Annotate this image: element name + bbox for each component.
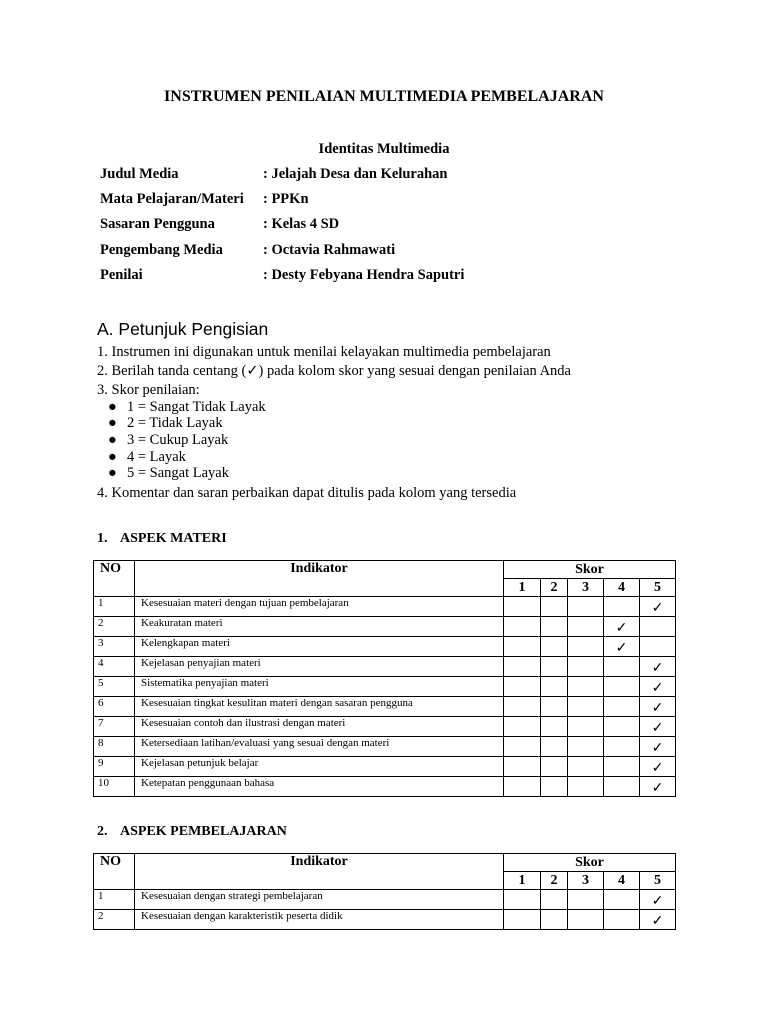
score-cell-1[interactable]	[504, 717, 541, 737]
row-indicator: Kesesuaian materi dengan tujuan pembelajaran	[135, 597, 504, 617]
check-mark-icon: ✓	[651, 914, 664, 929]
table-row	[94, 677, 676, 697]
aspect-number: 2.	[97, 824, 108, 839]
bullet-icon: ●	[108, 415, 117, 431]
row-number: 7	[94, 717, 135, 737]
score-cell-5[interactable]	[640, 910, 676, 930]
score-cell-5[interactable]	[640, 597, 676, 617]
aspect-label: ASPEK PEMBELAJARAN	[120, 824, 287, 839]
row-indicator: Kelengkapan materi	[135, 637, 504, 657]
row-indicator: Kejelasan penyajian materi	[135, 657, 504, 677]
score-cell-3[interactable]	[568, 617, 604, 637]
score-cell-1[interactable]	[504, 697, 541, 717]
table-row	[94, 717, 676, 737]
score-cell-2[interactable]	[541, 677, 568, 697]
check-mark-icon: ✓	[651, 681, 664, 696]
score-cell-1[interactable]	[504, 657, 541, 677]
check-mark-icon: ✓	[651, 761, 664, 776]
row-number: 4	[94, 657, 135, 677]
identity-label: Penilai	[100, 267, 143, 283]
score-cell-4[interactable]	[604, 737, 640, 757]
check-mark-icon: ✓	[651, 894, 664, 909]
table-row	[94, 597, 676, 617]
row-indicator: Kesesuaian contoh dan ilustrasi dengan materi	[135, 717, 504, 737]
table-row	[94, 910, 676, 930]
instruction-item: 3. Skor penilaian:	[97, 382, 200, 398]
score-cell-1[interactable]	[504, 637, 541, 657]
score-cell-2[interactable]	[541, 657, 568, 677]
check-mark-icon: ✓	[651, 741, 664, 756]
score-cell-5[interactable]	[640, 737, 676, 757]
header-score-5: 5	[640, 872, 676, 890]
row-number: 1	[94, 597, 135, 617]
score-cell-5[interactable]	[640, 717, 676, 737]
scale-item	[108, 415, 223, 432]
row-number: 3	[94, 637, 135, 657]
table-row	[94, 777, 676, 797]
score-cell-5[interactable]	[640, 637, 676, 657]
score-cell-1[interactable]	[504, 597, 541, 617]
score-cell-5[interactable]	[640, 617, 676, 637]
header-score: Skor	[504, 854, 676, 872]
score-cell-2[interactable]	[541, 617, 568, 637]
instructions-heading: A. Petunjuk Pengisian	[97, 319, 269, 339]
instruction-item: 1. Instrumen ini digunakan untuk menilai kelayakan multimedia pembelajaran	[97, 344, 551, 360]
instruction-item: 2. Berilah tanda centang (✓) pada kolom skor yang sesuai dengan penilaian Anda	[97, 363, 571, 379]
score-cell-2[interactable]	[541, 737, 568, 757]
rubric-body	[94, 890, 676, 930]
row-indicator: Kesesuaian dengan karakteristik peserta didik	[135, 910, 504, 930]
table-row	[94, 657, 676, 677]
row-indicator: Ketepatan penggunaan bahasa	[135, 777, 504, 797]
score-cell-1[interactable]	[504, 910, 541, 930]
score-cell-3[interactable]	[568, 777, 604, 797]
header-score-3: 3	[568, 579, 604, 597]
header-indicator: Indikator	[135, 854, 504, 890]
aspect-title-pembelajaran	[97, 824, 287, 840]
scale-item	[108, 465, 229, 482]
score-cell-3[interactable]	[568, 597, 604, 617]
row-number: 5	[94, 677, 135, 697]
instruction-item: 4. Komentar dan saran perbaikan dapat ditulis pada kolom yang tersedia	[97, 485, 517, 501]
score-cell-2[interactable]	[541, 910, 568, 930]
score-cell-3[interactable]	[568, 910, 604, 930]
check-mark-icon: ✓	[651, 781, 664, 796]
score-cell-3[interactable]	[568, 657, 604, 677]
header-score-1: 1	[504, 579, 541, 597]
header-score-1: 1	[504, 872, 541, 890]
check-mark-icon: ✓	[651, 721, 664, 736]
header-score-4: 4	[604, 579, 640, 597]
row-number: 9	[94, 757, 135, 777]
rubric-body	[94, 597, 676, 797]
row-number: 1	[94, 890, 135, 910]
identity-value: : Desty Febyana Hendra Saputri	[263, 267, 465, 283]
score-cell-5[interactable]	[640, 757, 676, 777]
score-cell-5[interactable]	[640, 677, 676, 697]
identity-value: : PPKn	[263, 191, 309, 207]
score-cell-3[interactable]	[568, 677, 604, 697]
header-indicator: Indikator	[135, 561, 504, 597]
aspect-number: 1.	[97, 531, 108, 546]
score-cell-2[interactable]	[541, 757, 568, 777]
header-no: NO	[94, 561, 135, 597]
score-cell-5[interactable]	[640, 890, 676, 910]
row-indicator: Kejelasan petunjuk belajar	[135, 757, 504, 777]
header-score-2: 2	[541, 579, 568, 597]
score-cell-5[interactable]	[640, 657, 676, 677]
table-row	[94, 617, 676, 637]
header-no: NO	[94, 854, 135, 890]
score-cell-3[interactable]	[568, 890, 604, 910]
score-cell-3[interactable]	[568, 637, 604, 657]
score-cell-5[interactable]	[640, 697, 676, 717]
identity-value: : Kelas 4 SD	[263, 216, 340, 232]
scale-text: 3 = Cukup Layak	[127, 432, 229, 448]
header-score: Skor	[504, 561, 676, 579]
score-cell-3[interactable]	[568, 737, 604, 757]
identity-label: Sasaran Pengguna	[100, 216, 215, 232]
identity-label: Judul Media	[100, 166, 179, 182]
header-score-3: 3	[568, 872, 604, 890]
row-number: 2	[94, 910, 135, 930]
rubric-table-pembelajaran	[93, 853, 676, 930]
table-row	[94, 637, 676, 657]
score-cell-4[interactable]	[604, 637, 640, 657]
score-cell-4[interactable]	[604, 617, 640, 637]
check-mark-icon: ✓	[615, 641, 628, 656]
header-score-2: 2	[541, 872, 568, 890]
score-cell-1[interactable]	[504, 617, 541, 637]
header-score-5: 5	[640, 579, 676, 597]
score-cell-1[interactable]	[504, 757, 541, 777]
bullet-icon: ●	[108, 399, 117, 415]
score-cell-1[interactable]	[504, 677, 541, 697]
score-cell-2[interactable]	[541, 637, 568, 657]
row-indicator: Sistematika penyajian materi	[135, 677, 504, 697]
score-cell-3[interactable]	[568, 757, 604, 777]
row-indicator: Kesesuaian tingkat kesulitan materi dengan sasaran pengguna	[135, 697, 504, 717]
scale-item	[108, 432, 228, 449]
score-cell-4[interactable]	[604, 890, 640, 910]
header-score-4: 4	[604, 872, 640, 890]
scale-text: 2 = Tidak Layak	[127, 415, 223, 431]
table-row	[94, 757, 676, 777]
scale-text: 5 = Sangat Layak	[127, 465, 229, 481]
score-cell-2[interactable]	[541, 777, 568, 797]
identity-value: : Octavia Rahmawati	[263, 242, 396, 258]
row-indicator: Ketersediaan latihan/evaluasi yang sesuai dengan materi	[135, 737, 504, 757]
row-number: 8	[94, 737, 135, 757]
scale-text: 4 = Layak	[127, 449, 186, 465]
score-cell-2[interactable]	[541, 890, 568, 910]
score-cell-1[interactable]	[504, 777, 541, 797]
identity-label: Pengembang Media	[100, 242, 223, 258]
table-row	[94, 890, 676, 910]
row-number: 2	[94, 617, 135, 637]
identity-heading: Identitas Multimedia	[318, 141, 450, 157]
document-title: INSTRUMEN PENILAIAN MULTIMEDIA PEMBELAJARAN	[164, 88, 604, 105]
score-cell-4[interactable]	[604, 697, 640, 717]
scale-item	[108, 449, 186, 466]
bullet-icon: ●	[108, 465, 117, 481]
score-cell-3[interactable]	[568, 717, 604, 737]
score-cell-1[interactable]	[504, 890, 541, 910]
score-cell-4[interactable]	[604, 677, 640, 697]
score-cell-4[interactable]	[604, 717, 640, 737]
identity-label: Mata Pelajaran/Materi	[100, 191, 244, 207]
check-mark-icon: ✓	[651, 601, 664, 616]
score-cell-2[interactable]	[541, 697, 568, 717]
aspect-title-materi	[97, 531, 227, 547]
row-number: 10	[94, 777, 135, 797]
score-cell-4[interactable]	[604, 910, 640, 930]
score-cell-3[interactable]	[568, 697, 604, 717]
check-mark-icon: ✓	[615, 621, 628, 636]
table-row	[94, 697, 676, 717]
check-mark-icon: ✓	[651, 661, 664, 676]
bullet-icon: ●	[108, 449, 117, 465]
score-cell-1[interactable]	[504, 737, 541, 757]
score-cell-4[interactable]	[604, 657, 640, 677]
score-cell-2[interactable]	[541, 717, 568, 737]
score-cell-4[interactable]	[604, 757, 640, 777]
scale-item	[108, 399, 266, 416]
scale-text: 1 = Sangat Tidak Layak	[127, 399, 266, 415]
row-number: 6	[94, 697, 135, 717]
identity-value: : Jelajah Desa dan Kelurahan	[263, 166, 448, 182]
bullet-icon: ●	[108, 432, 117, 448]
score-cell-4[interactable]	[604, 597, 640, 617]
rubric-table-materi	[93, 560, 676, 797]
row-indicator: Keakuratan materi	[135, 617, 504, 637]
aspect-label: ASPEK MATERI	[120, 531, 227, 546]
score-cell-4[interactable]	[604, 777, 640, 797]
row-indicator: Kesesuaian dengan strategi pembelajaran	[135, 890, 504, 910]
check-mark-icon: ✓	[651, 701, 664, 716]
table-row	[94, 737, 676, 757]
score-cell-2[interactable]	[541, 597, 568, 617]
score-cell-5[interactable]	[640, 777, 676, 797]
